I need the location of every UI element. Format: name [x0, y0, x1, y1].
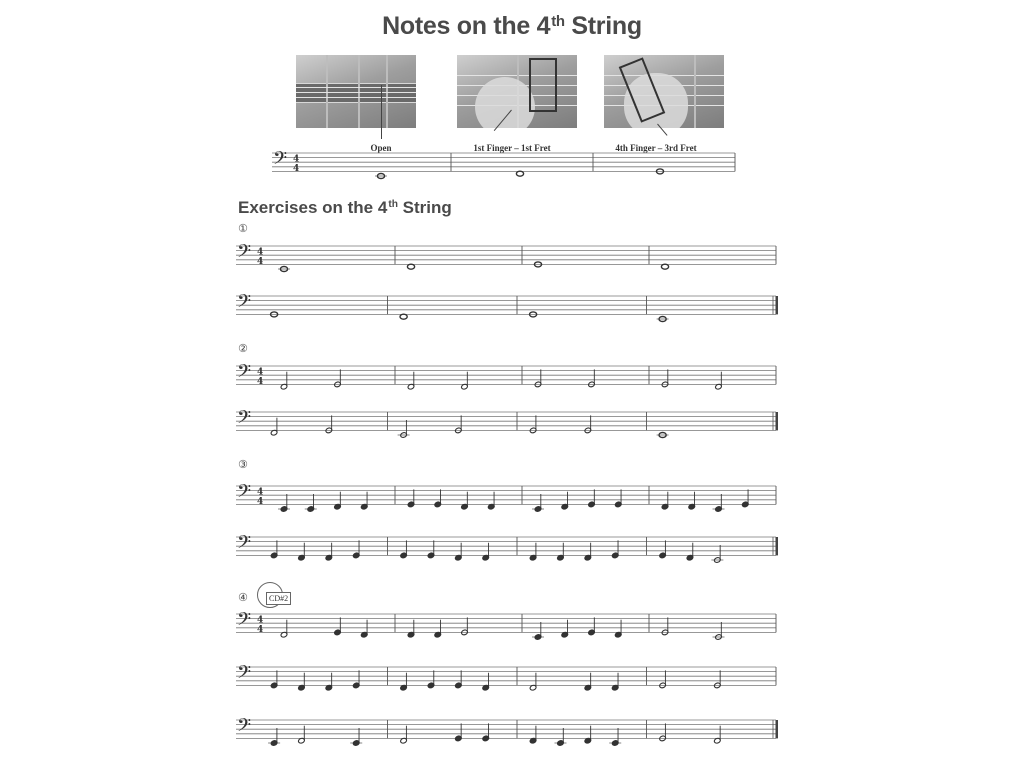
whole-note: [661, 264, 668, 269]
page-title-sup: th: [551, 12, 565, 30]
bass-clef-icon: 𝄢: [237, 241, 252, 267]
cd-track-label: CD#2: [266, 592, 291, 605]
bass-clef-icon: 𝄢: [237, 715, 252, 741]
caption-open: Open: [370, 143, 392, 153]
bass-clef-icon: 𝄢: [237, 481, 252, 507]
exercise-number: ④: [238, 591, 248, 604]
time-signature-bottom: 4: [257, 376, 264, 387]
bass-clef-icon: 𝄢: [237, 407, 252, 433]
bass-clef-icon: 𝄢: [237, 609, 252, 635]
final-barline-thick: [776, 720, 779, 738]
time-signature-top: 4: [257, 615, 264, 626]
exercise-number: ③: [238, 458, 248, 471]
whole-note: [400, 314, 407, 319]
bass-clef-icon: 𝄢: [237, 662, 252, 688]
page-title-rest: String: [564, 12, 642, 40]
exercise-number: ①: [238, 222, 248, 235]
time-signature-bottom: 4: [293, 163, 300, 174]
time-signature-top: 4: [257, 247, 264, 258]
caption-third-fret: 4th Finger – 3rd Fret: [615, 143, 697, 153]
section-title-main: Exercises on the 4: [238, 198, 388, 217]
time-signature-bottom: 4: [257, 624, 264, 635]
time-signature-top: 4: [293, 154, 300, 165]
time-signature-bottom: 4: [257, 496, 264, 507]
caption-first-fret: 1st Finger – 1st Fret: [473, 143, 551, 153]
final-barline-thick: [776, 412, 779, 430]
time-signature-bottom: 4: [257, 256, 264, 267]
final-barline-thick: [776, 296, 779, 314]
section-title-rest: String: [397, 198, 452, 217]
bass-clef-icon: 𝄢: [237, 532, 252, 558]
exercise-number: ②: [238, 342, 248, 355]
bass-clef-icon: 𝄢: [273, 148, 288, 174]
bass-clef-icon: 𝄢: [237, 291, 252, 317]
time-signature-top: 4: [257, 487, 264, 498]
whole-note: [516, 171, 523, 176]
page-title-main: Notes on the 4: [382, 12, 551, 40]
time-signature-top: 4: [257, 367, 264, 378]
section-title-sup: th: [388, 199, 398, 211]
final-barline-thick: [776, 537, 779, 555]
whole-note: [407, 264, 414, 269]
bass-clef-icon: 𝄢: [237, 361, 252, 387]
